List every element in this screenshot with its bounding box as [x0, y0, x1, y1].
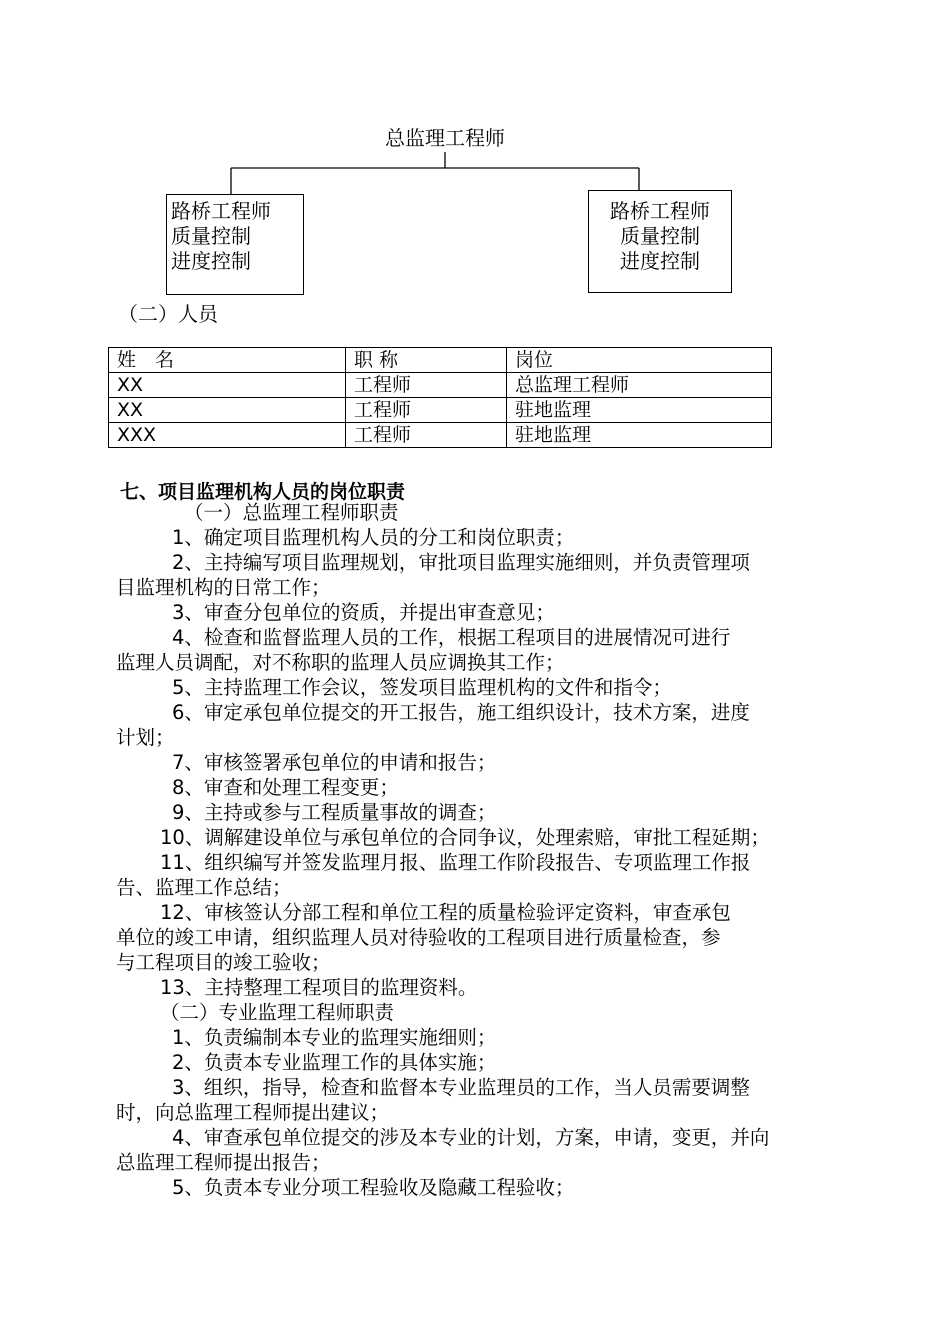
right-box-line: 路桥工程师 — [610, 199, 710, 223]
duty-line: 6、审定承包单位提交的开工报告，施工组织设计，技术方案，进度 — [172, 701, 750, 724]
right-box-line: 质量控制 — [620, 224, 700, 248]
org-chart-right-box — [588, 190, 732, 293]
org-chart-left-box — [166, 194, 304, 295]
header-name: 姓 名 — [109, 348, 346, 373]
table-row — [109, 398, 772, 423]
cell-title: 工程师 — [346, 398, 507, 423]
duty-line: 4、检查和监督监理人员的工作，根据工程项目的进展情况可进行 — [172, 626, 731, 649]
duty-line: 3、审查分包单位的资质，并提出审查意见； — [172, 601, 555, 624]
duty-line: 5、负责本专业分项工程验收及隐藏工程验收； — [172, 1176, 575, 1199]
duty-line: 时，向总监理工程师提出建议； — [116, 1101, 390, 1124]
duty-line: 13、主持整理工程项目的监理资料。 — [160, 976, 478, 999]
left-box-line: 质量控制 — [171, 224, 251, 248]
table-header-row — [109, 348, 772, 373]
table-row — [109, 373, 772, 398]
duty-line: 12、审核签认分部工程和单位工程的质量检验评定资料，审查承包 — [160, 901, 731, 924]
cell-title: 工程师 — [346, 373, 507, 398]
duty-line: 10、调解建设单位与承包单位的合同争议，处理索赔，审批工程延期； — [160, 826, 770, 849]
duty-line: 2、主持编写项目监理规划，审批项目监理实施细则，并负责管理项 — [172, 551, 750, 574]
right-box-line: 进度控制 — [620, 249, 700, 273]
left-box-line: 进度控制 — [171, 249, 251, 273]
org-chart-top-label: 总监理工程师 — [385, 126, 505, 150]
header-title: 职 称 — [346, 348, 507, 373]
duty-line: 8、审查和处理工程变更； — [172, 776, 399, 799]
subsection-title: （一）总监理工程师职责 — [184, 501, 399, 524]
personnel-section-title: （二）人员 — [118, 302, 218, 326]
section-heading: 七、项目监理机构人员的岗位职责 — [120, 481, 406, 503]
duty-line: 4、审查承包单位提交的涉及本专业的计划，方案，申请，变更，并向 — [172, 1126, 770, 1149]
duty-line: 1、负责编制本专业的监理实施细则； — [172, 1026, 497, 1049]
duty-line: 2、负责本专业监理工作的具体实施； — [172, 1051, 497, 1074]
org-chart-connectors — [0, 0, 950, 300]
cell-name: XX — [109, 373, 346, 398]
duty-line: 告、监理工作总结； — [116, 876, 292, 899]
duty-line: 单位的竣工申请，组织监理人员对待验收的工程项目进行质量检查，参 — [116, 926, 721, 949]
header-position: 岗位 — [507, 348, 772, 373]
duty-line: 目监理机构的日常工作； — [116, 576, 331, 599]
duty-line: 11、组织编写并签发监理月报、监理工作阶段报告、专项监理工作报 — [160, 851, 751, 874]
cell-position: 总监理工程师 — [507, 373, 772, 398]
duty-line: 7、审核签署承包单位的申请和报告； — [172, 751, 497, 774]
cell-name: XX — [109, 398, 346, 423]
personnel-table — [108, 347, 772, 448]
subsection-title: （二）专业监理工程师职责 — [160, 1001, 395, 1024]
cell-title: 工程师 — [346, 423, 507, 448]
duty-line: 1、确定项目监理机构人员的分工和岗位职责； — [172, 526, 575, 549]
cell-name: XXX — [109, 423, 346, 448]
duty-line: 9、主持或参与工程质量事故的调查； — [172, 801, 497, 824]
cell-position: 驻地监理 — [507, 423, 772, 448]
duty-line: 总监理工程师提出报告； — [116, 1151, 331, 1174]
duty-line: 与工程项目的竣工验收； — [116, 951, 331, 974]
duty-line: 3、组织，指导，检查和监督本专业监理员的工作，当人员需要调整 — [172, 1076, 750, 1099]
duties-body — [116, 500, 816, 1200]
cell-position: 驻地监理 — [507, 398, 772, 423]
duty-line: 5、主持监理工作会议，签发项目监理机构的文件和指令； — [172, 676, 672, 699]
duty-line: 监理人员调配，对不称职的监理人员应调换其工作； — [116, 651, 565, 674]
table-row — [109, 423, 772, 448]
left-box-line: 路桥工程师 — [171, 199, 271, 223]
duty-line: 计划； — [116, 726, 175, 749]
